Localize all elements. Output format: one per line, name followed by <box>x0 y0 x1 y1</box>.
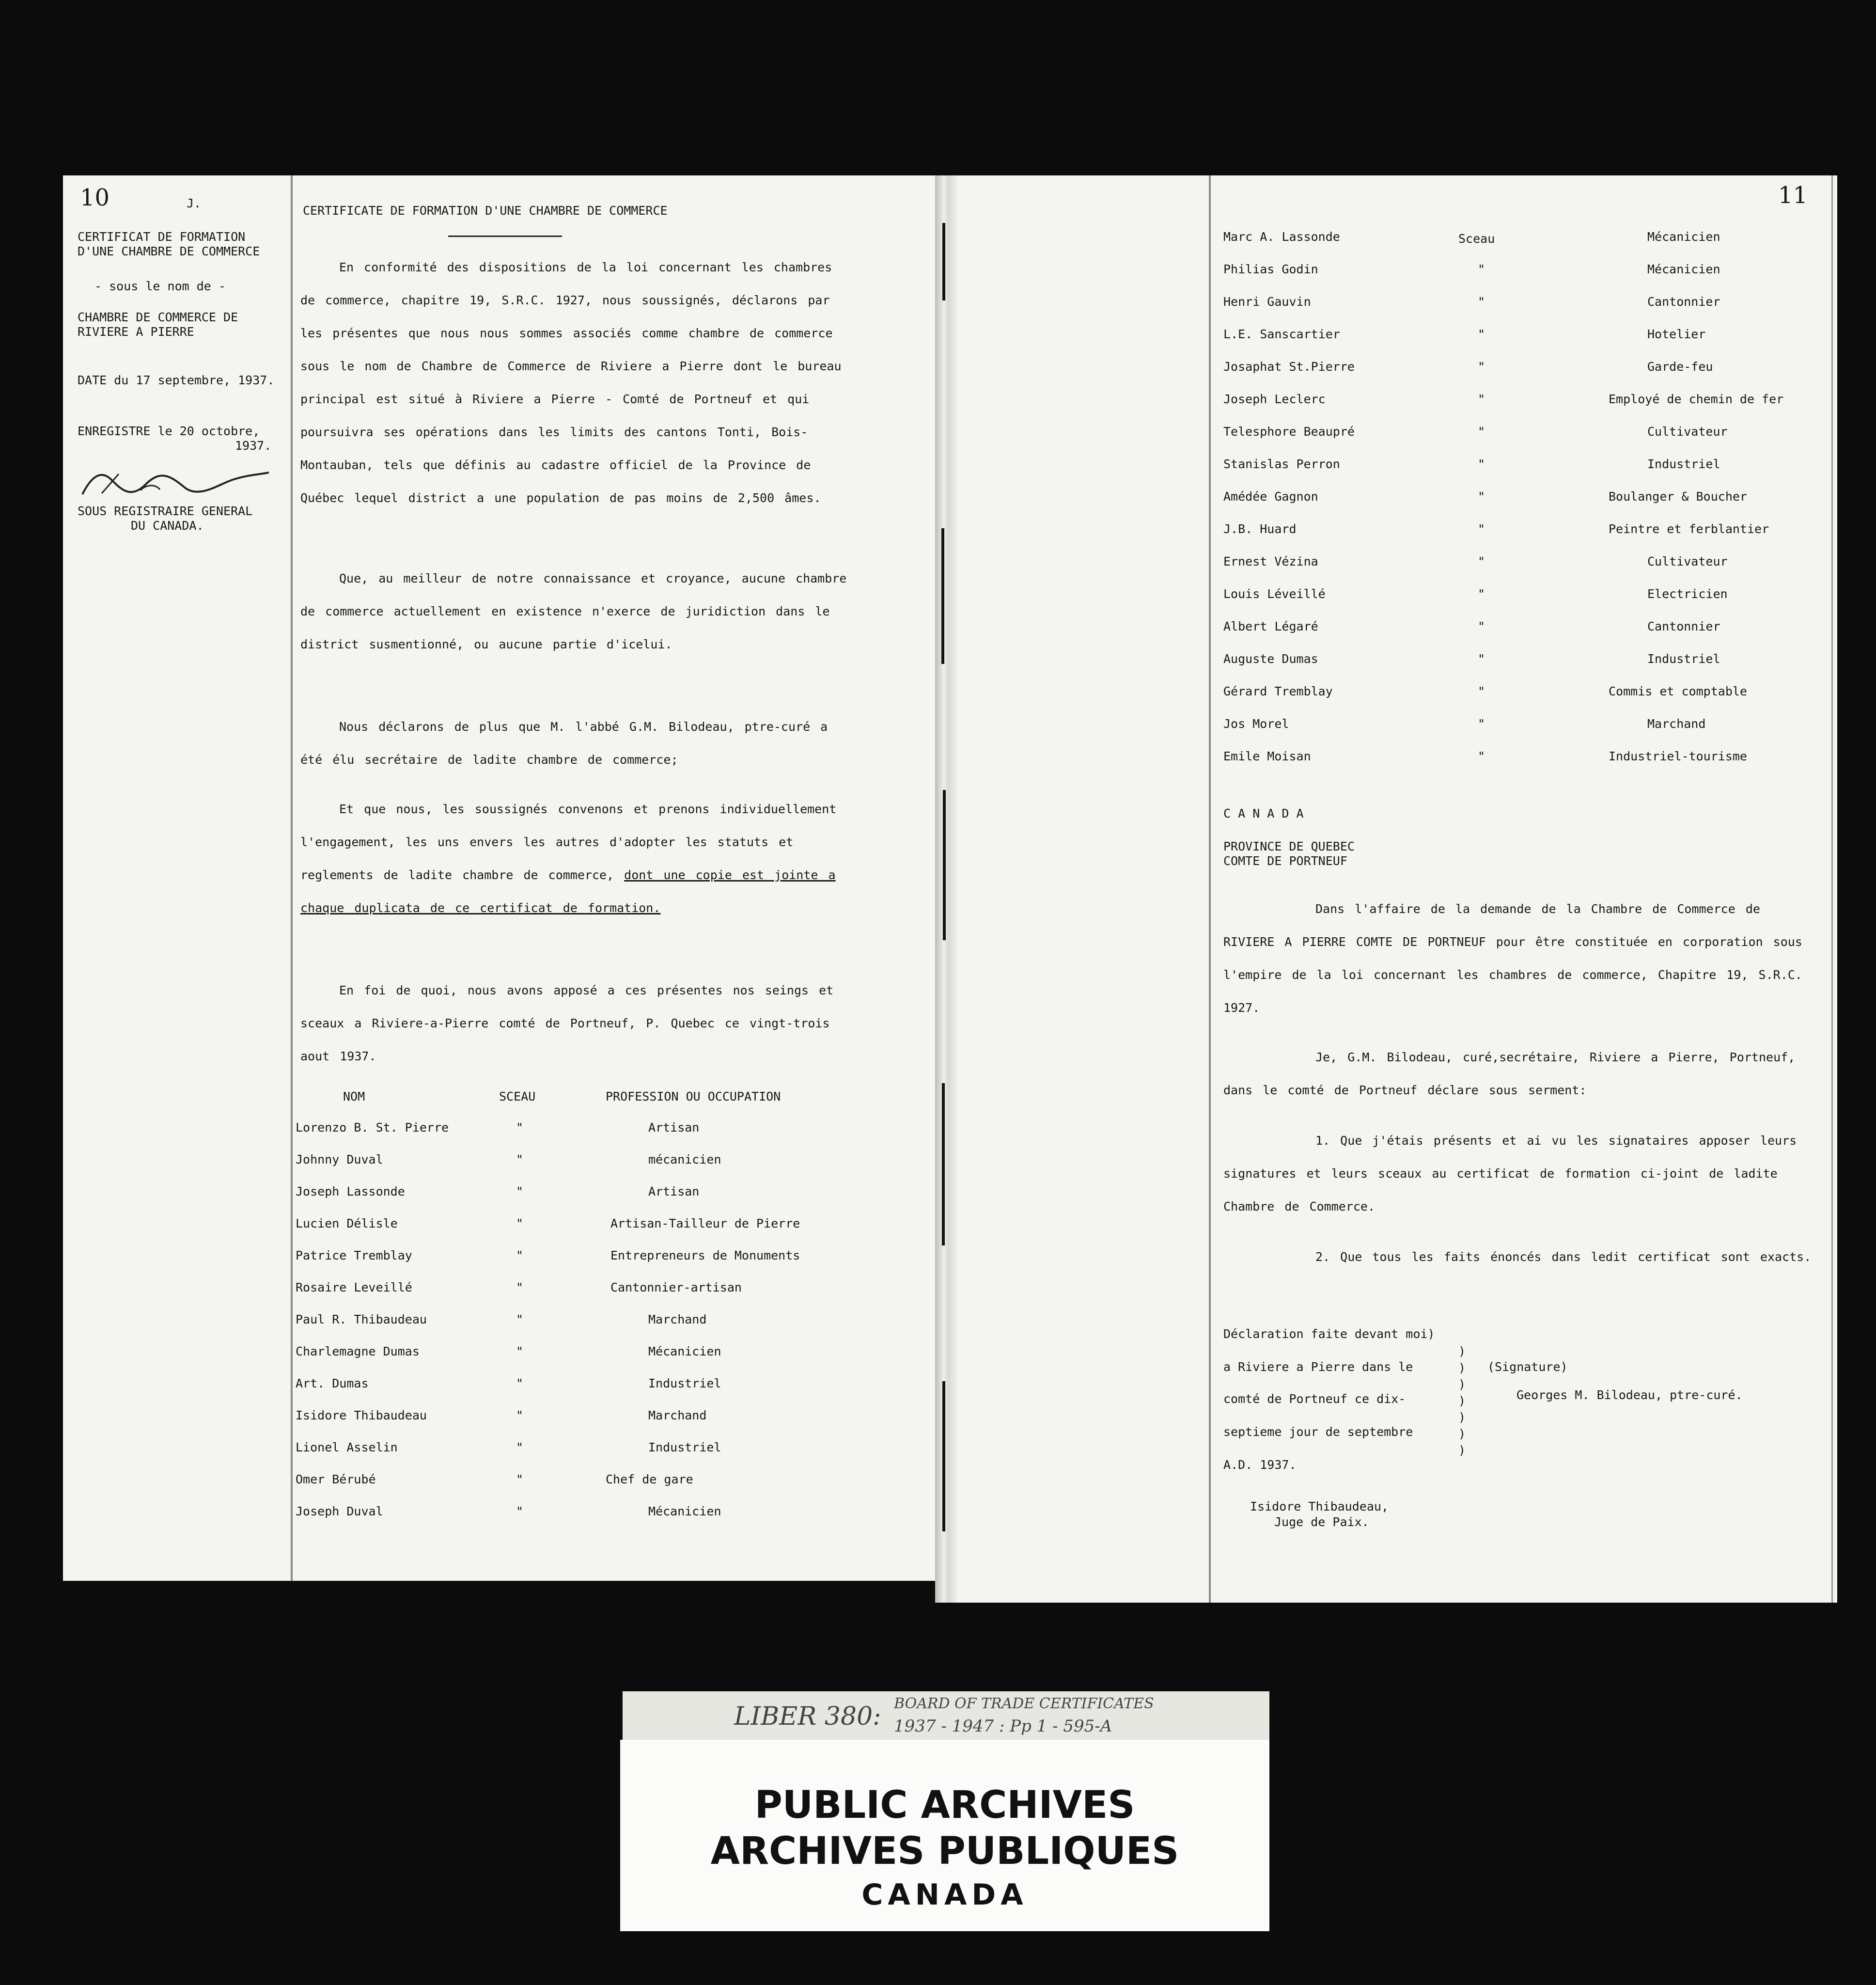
table-header <box>296 1089 867 1121</box>
header-name: NOM <box>343 1089 365 1103</box>
paragraph-engagement <box>300 793 853 925</box>
member-profession: Marchand <box>648 1408 707 1422</box>
member-name: Amédée Gagnon <box>1223 489 1318 504</box>
table-row <box>1221 684 1836 716</box>
table-row <box>1221 295 1836 327</box>
member-profession: Commis et comptable <box>1609 684 1747 698</box>
member-seal: " <box>1478 554 1485 568</box>
member-seal: " <box>516 1152 524 1166</box>
member-profession: Employé de chemin de fer <box>1609 392 1784 406</box>
member-name: Ernest Vézina <box>1223 554 1318 568</box>
table-row <box>296 1152 867 1184</box>
county-line: COMTE DE PORTNEUF <box>1223 854 1347 868</box>
spine-stitch <box>942 1083 945 1245</box>
table-row <box>1221 489 1836 521</box>
member-name: Paul R. Thibaudeau <box>296 1312 427 1326</box>
member-seal: " <box>1478 392 1485 406</box>
handwritten-initials-signature <box>73 465 276 504</box>
member-seal: " <box>1478 717 1485 731</box>
archive-line-3: CANADA <box>861 1878 1028 1912</box>
table-row <box>1221 262 1836 294</box>
member-profession: Artisan <box>648 1184 700 1198</box>
member-profession: Industriel <box>648 1376 721 1390</box>
member-seal: " <box>1478 522 1485 536</box>
member-seal: " <box>516 1216 524 1230</box>
declaration-line-2: a Riviere a Pierre dans le <box>1223 1360 1413 1374</box>
member-profession: Peintre et ferblantier <box>1609 522 1769 536</box>
justice-title: Juge de Paix. <box>1274 1515 1369 1529</box>
margin-sous-nom: - sous le nom de - <box>94 279 226 293</box>
member-profession: Chef de gare <box>606 1472 693 1486</box>
member-name: Lucien Délisle <box>296 1216 398 1230</box>
right-margin-rule <box>1209 175 1211 1603</box>
member-name: Philias Godin <box>1223 262 1318 276</box>
member-profession: Mécanicien <box>1647 262 1720 276</box>
member-profession: Cantonnier <box>1647 619 1720 633</box>
paragraph-secretary: Nous déclarons de plus que M. l'abbé G.M. Bilodeau, ptre-curé a été élu secrétaire de ladite chambre de commerce; <box>300 720 828 767</box>
member-seal: " <box>516 1376 524 1390</box>
page-number-right: 11 <box>1778 182 1808 209</box>
member-name: Auguste Dumas <box>1223 652 1318 666</box>
handwritten-board-of-trade: BOARD OF TRADE CERTIFICATES <box>894 1695 1154 1712</box>
margin-chamber-line2: RIVIERE A PIERRE <box>78 325 194 339</box>
member-seal: " <box>1478 327 1485 341</box>
handwritten-liber: LIBER 380: <box>734 1702 881 1731</box>
table-row <box>296 1120 867 1152</box>
spine-stitch <box>942 223 945 300</box>
member-profession: Mécanicien <box>648 1344 721 1358</box>
archive-handwritten-label <box>623 1691 1269 1745</box>
member-seal: " <box>516 1504 524 1518</box>
page-number-left: 10 <box>80 184 110 211</box>
table-row <box>1221 522 1836 554</box>
member-seal: " <box>1478 587 1485 601</box>
margin-registered-line1: ENREGISTRE le 20 octobre, <box>78 424 260 438</box>
table-row <box>296 1376 867 1408</box>
member-name: Lionel Asselin <box>296 1440 398 1454</box>
page-letter: J. <box>187 196 202 210</box>
member-name: Rosaire Leveillé <box>296 1280 412 1294</box>
spine-stitch <box>941 528 944 664</box>
table-row <box>296 1504 867 1536</box>
declaration-line-1: Déclaration faite devant moi) <box>1223 1327 1435 1341</box>
seal-column-header: Sceau <box>1458 232 1495 246</box>
table-row <box>1221 360 1836 392</box>
member-seal: " <box>516 1408 524 1422</box>
member-name: Isidore Thibaudeau <box>296 1408 427 1422</box>
public-archives-label <box>620 1740 1269 1931</box>
table-row <box>1221 587 1836 619</box>
signatory-name: Georges M. Bilodeau, ptre-curé. <box>1516 1388 1743 1402</box>
member-profession: Mécanicien <box>1647 230 1720 244</box>
member-profession: Industriel <box>1647 652 1720 666</box>
member-name: Omer Bérubé <box>296 1472 376 1486</box>
table-row <box>1221 554 1836 586</box>
member-profession: Cantonnier-artisan <box>610 1280 742 1294</box>
member-seal: " <box>1478 262 1485 276</box>
member-seal: " <box>516 1248 524 1262</box>
member-profession: Cultivateur <box>1647 425 1728 439</box>
member-name: L.E. Sanscartier <box>1223 327 1340 341</box>
paragraph-witness: En foi de quoi, nous avons apposé a ces présentes nos seings et sceaux a Riviere-a-Pierre comté de Portneuf, P. Quebec ce vingt-trois aout 1937. <box>300 983 834 1063</box>
header-seal: SCEAU <box>499 1089 536 1103</box>
declaration-line-4: septieme jour de septembre <box>1223 1425 1413 1439</box>
member-name: J.B. Huard <box>1223 522 1297 536</box>
province-line: PROVINCE DE QUEBEC <box>1223 839 1355 853</box>
archive-line-2: ARCHIVES PUBLIQUES <box>710 1829 1179 1873</box>
member-name: Stanislas Perron <box>1223 457 1340 471</box>
table-row <box>296 1440 867 1472</box>
member-profession: Artisan <box>648 1120 700 1134</box>
member-seal: " <box>1478 749 1485 763</box>
member-name: Telesphore Beaupré <box>1223 425 1355 439</box>
table-row <box>296 1280 867 1312</box>
member-name: Patrice Tremblay <box>296 1248 412 1262</box>
member-seal: " <box>1478 489 1485 504</box>
member-seal: " <box>1478 295 1485 309</box>
member-name: Henri Gauvin <box>1223 295 1311 309</box>
member-profession: Garde-feu <box>1647 360 1713 374</box>
member-name: Joseph Duval <box>296 1504 383 1518</box>
member-profession: Mécanicien <box>648 1504 721 1518</box>
member-profession: Marchand <box>648 1312 707 1326</box>
member-seal: " <box>516 1344 524 1358</box>
member-profession: Cultivateur <box>1647 554 1728 568</box>
table-row <box>296 1472 867 1504</box>
left-margin-rule <box>291 175 293 1581</box>
member-name: Louis Léveillé <box>1223 587 1326 601</box>
table-row <box>296 1408 867 1440</box>
member-profession: Cantonnier <box>1647 295 1720 309</box>
table-row <box>1221 230 1836 262</box>
member-seal: " <box>1478 360 1485 374</box>
member-profession: Industriel <box>1647 457 1720 471</box>
member-name: Joseph Lassonde <box>296 1184 405 1198</box>
member-name: Johnny Duval <box>296 1152 383 1166</box>
heading-underline <box>448 236 562 237</box>
member-seal: " <box>1478 652 1485 666</box>
affidavit-point-1: 1. Que j'étais présents et ai vu les signataires apposer leurs signatures et leurs sceaux au certificat de formation ci-joint de ladite Chambre de Commerce. <box>1223 1134 1797 1213</box>
member-name: Gérard Tremblay <box>1223 684 1333 698</box>
document-heading: CERTIFICATE DE FORMATION D'UNE CHAMBRE DE COMMERCE <box>303 204 668 218</box>
member-seal: " <box>516 1472 524 1486</box>
table-row <box>1221 717 1836 749</box>
archive-line-1: PUBLIC ARCHIVES <box>754 1783 1135 1827</box>
member-profession: Entrepreneurs de Monuments <box>610 1248 800 1262</box>
signature-label: (Signature) <box>1487 1360 1568 1374</box>
member-profession: Hotelier <box>1647 327 1706 341</box>
book-spine <box>935 175 957 1603</box>
margin-chamber-line1: CHAMBRE DE COMMERCE DE <box>78 310 238 324</box>
member-name: Emile Moisan <box>1223 749 1311 763</box>
justice-name: Isidore Thibaudeau, <box>1250 1499 1389 1513</box>
member-seal: " <box>1478 457 1485 471</box>
engagement-underlined-text: dont une copie est jointe a chaque duplicata de ce certificat de formation. <box>300 868 836 915</box>
margin-title-line2: D'UNE CHAMBRE DE COMMERCE <box>78 244 260 258</box>
member-name: Josaphat St.Pierre <box>1223 360 1355 374</box>
margin-title-line1: CERTIFICAT DE FORMATION <box>78 230 246 244</box>
table-row <box>296 1248 867 1280</box>
member-profession: Industriel <box>648 1440 721 1454</box>
margin-registrar-line1: SOUS REGISTRAIRE GENERAL <box>78 504 253 518</box>
member-profession: Artisan-Tailleur de Pierre <box>610 1216 800 1230</box>
affidavit-oath: Je, G.M. Bilodeau, curé,secrétaire, Riviere a Pierre, Portneuf, dans le comté de Portneuf déclare sous serment: <box>1223 1050 1796 1097</box>
declaration-line-3: comté de Portneuf ce dix- <box>1223 1392 1406 1406</box>
table-row <box>296 1216 867 1248</box>
member-profession: Industriel-tourisme <box>1609 749 1747 763</box>
header-profession: PROFESSION OU OCCUPATION <box>606 1089 781 1103</box>
member-name: Albert Légaré <box>1223 619 1318 633</box>
member-seal: " <box>516 1280 524 1294</box>
member-profession: Boulanger & Boucher <box>1609 489 1747 504</box>
table-row <box>1221 392 1836 424</box>
member-name: Jos Morel <box>1223 717 1289 731</box>
member-name: Charlemagne Dumas <box>296 1344 420 1358</box>
affidavit-point-2: 2. Que tous les faits énoncés dans ledit certificat sont exacts. <box>1315 1250 1812 1264</box>
member-name: Marc A. Lassonde <box>1223 230 1340 244</box>
member-seal: " <box>516 1440 524 1454</box>
paragraph-conformity: En conformité des dispositions de la loi concernant les chambres de commerce, chapitre 19, S.R.C. 1927, nous soussignés, déclarons par les présentes que nous nous sommes associés comme chambre de commerce sous le nom de Chambre de Commerce de Riviere a Pierre dont le bureau principal est situé à Riviere a Pierre - Comté de Portneuf et qui poursuivra ses opérations dans les limits des cantons Tonti, Bois-Montauban, tels que définis au cadastre officiel de la Province de Québec lequel district a une population de pas moins de 2,500 âmes. <box>300 260 842 505</box>
table-row <box>1221 619 1836 651</box>
member-seal: " <box>516 1120 524 1134</box>
member-seal: " <box>1478 425 1485 439</box>
margin-date: DATE du 17 septembre, 1937. <box>78 373 275 387</box>
declaration-bracket: ) ) ) ) ) ) ) <box>1458 1344 1466 1457</box>
paragraph-knowledge: Que, au meilleur de notre connaissance et croyance, aucune chambre de commerce actuellement en existence n'exerce de juridiction dans le district susmentionné, ou aucune partie d'icelui. <box>300 571 847 651</box>
margin-registered-line2: 1937. <box>235 439 272 453</box>
table-row <box>1221 652 1836 684</box>
member-name: Art. Dumas <box>296 1376 369 1390</box>
handwritten-years-pages: 1937 - 1947 : Pp 1 - 595-A <box>894 1717 1112 1736</box>
table-row <box>296 1344 867 1376</box>
member-profession: mécanicien <box>648 1152 721 1166</box>
member-seal: " <box>1478 619 1485 633</box>
spine-stitch <box>943 790 946 940</box>
table-row <box>296 1184 867 1216</box>
table-row <box>1221 425 1836 457</box>
member-seal: " <box>516 1184 524 1198</box>
member-name: Lorenzo B. St. Pierre <box>296 1120 449 1134</box>
table-row <box>1221 327 1836 359</box>
country-heading: C A N A D A <box>1223 806 1304 820</box>
engagement-text: Et que nous, les soussignés convenons et prenons individuellement l'engagement, les uns envers les autres d'adopter les statuts et reglements de ladite chambre de commerce, <box>300 802 837 882</box>
table-row <box>1221 749 1836 781</box>
table-row <box>296 1312 867 1344</box>
member-name: Joseph Leclerc <box>1223 392 1326 406</box>
member-seal: " <box>516 1312 524 1326</box>
member-profession: Marchand <box>1647 717 1706 731</box>
member-profession: Electricien <box>1647 587 1728 601</box>
declaration-line-5: A.D. 1937. <box>1223 1458 1297 1472</box>
spine-stitch <box>942 1381 945 1531</box>
table-row <box>1221 457 1836 489</box>
member-seal: " <box>1478 684 1485 698</box>
margin-registrar-line2: DU CANADA. <box>131 519 204 533</box>
affidavit-application: Dans l'affaire de la demande de la Chambre de Commerce de RIVIERE A PIERRE COMTE DE PORTNEUF pour être constituée en corporation sous l'empire de la loi concernant les chambres de commerce, Chapitre 19, S.R.C. 1927. <box>1223 902 1802 1015</box>
